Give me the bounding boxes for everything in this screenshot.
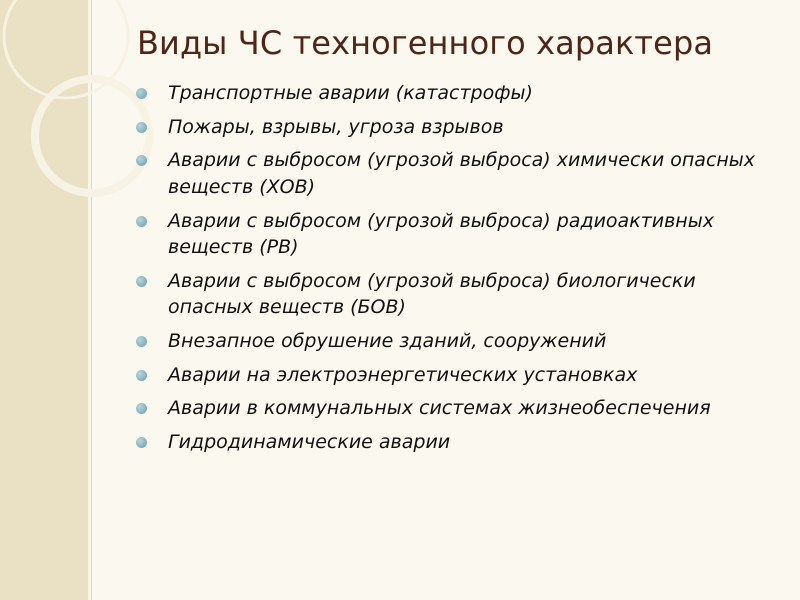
bullet-item (132, 80, 782, 107)
bullet-text: Аварии с выбросом (угрозой выброса) радиоактивных веществ (РВ) (168, 209, 714, 259)
bullet-dot-icon (136, 403, 147, 414)
bullet-list (132, 80, 782, 463)
bullet-item (132, 147, 782, 200)
bullet-dot-icon (136, 122, 147, 133)
bullet-text: Аварии на электроэнергетических установках (168, 363, 638, 386)
slide-title: Виды ЧС техногенного характера (137, 24, 714, 62)
bullet-dot-icon (136, 370, 147, 381)
bullet-dot-icon (136, 216, 147, 227)
bullet-text: Аварии с выбросом (угрозой выброса) биологически опасных веществ (БОВ) (168, 269, 696, 319)
bullet-dot-icon (136, 276, 147, 287)
bullet-text: Гидродинамические аварии (168, 431, 451, 453)
bullet-item (132, 268, 782, 321)
bullet-dot-icon (136, 88, 147, 99)
bullet-text: Аварии с выбросом (угрозой выброса) химически опасных веществ (ХОВ) (168, 149, 756, 198)
bullet-item (132, 114, 782, 141)
bullet-item (132, 429, 782, 456)
bullet-dot-icon (136, 437, 147, 448)
bullet-text: Пожары, взрывы, угроза взрывов (168, 115, 504, 138)
bullet-item (132, 328, 782, 355)
bullet-text: Внезапное обрушение зданий, сооружений (168, 329, 607, 352)
left-decorative-band (0, 0, 88, 600)
band-edge-line (91, 0, 92, 600)
bullet-dot-icon (136, 336, 147, 347)
bullet-item (132, 395, 782, 422)
bullet-item (132, 208, 782, 261)
bullet-item (132, 362, 782, 389)
bullet-dot-icon (136, 155, 147, 166)
bullet-text: Аварии в коммунальных системах жизнеобеспечения (168, 397, 711, 420)
bullet-text: Транспортные аварии (катастрофы) (168, 82, 533, 104)
